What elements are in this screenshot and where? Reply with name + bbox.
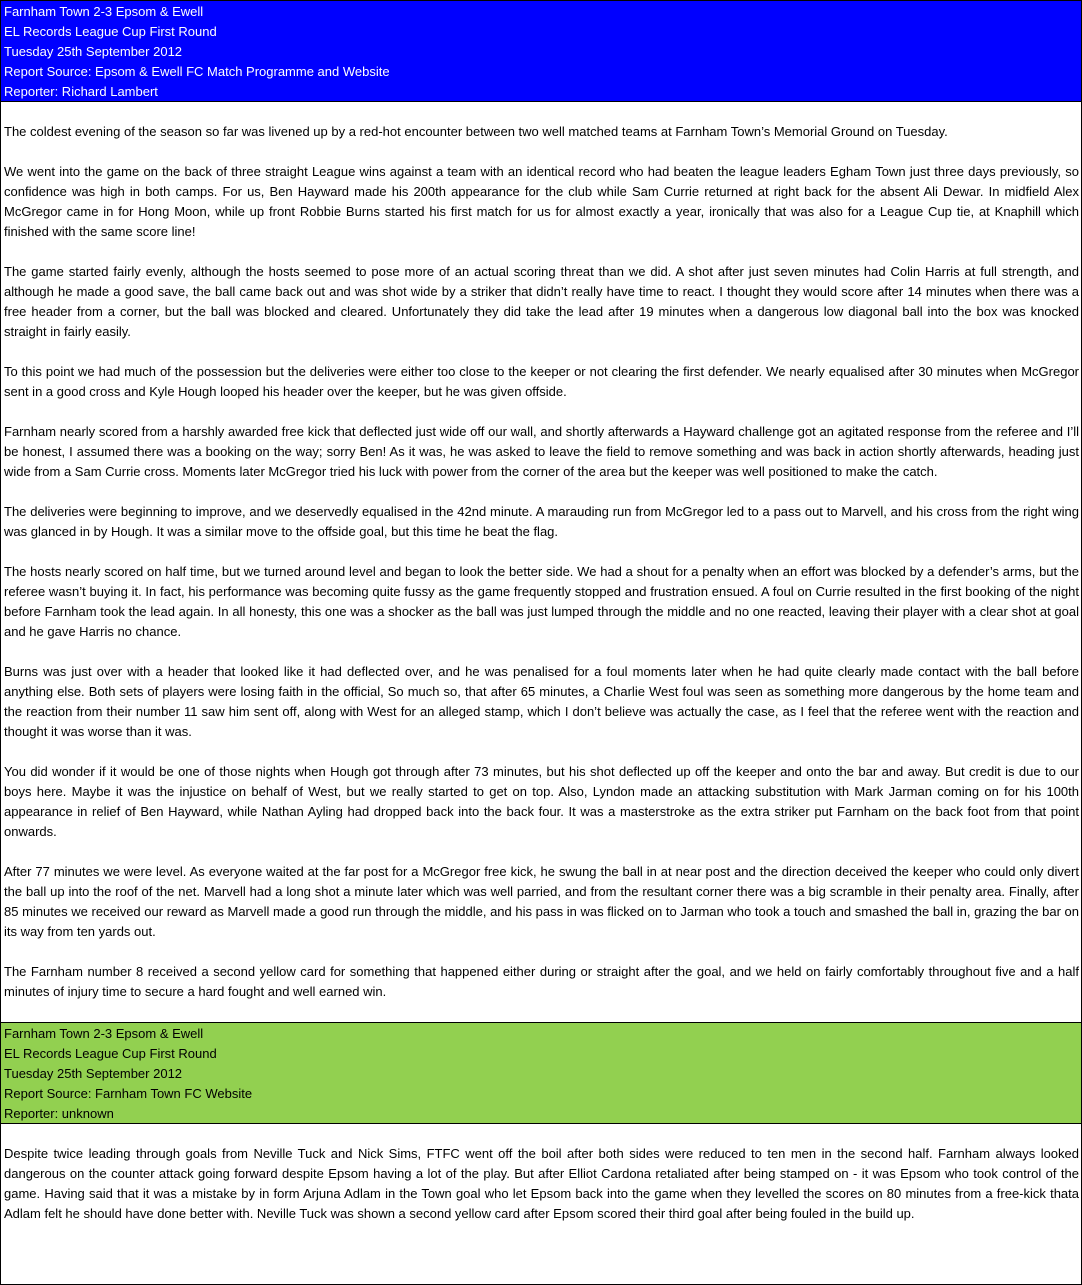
report1-date: Tuesday 25th September 2012: [4, 44, 183, 59]
report1-paragraph: The Farnham number 8 received a second yellow card for something that happened either during or straight after the goal, and we held on fairly comfortably throughout five and a half minutes of injury time to secure a hard fought and well earned win.: [4, 964, 1079, 999]
report1-body: [1, 102, 1081, 1022]
report1-match-title: Farnham Town 2-3 Epsom & Ewell: [4, 4, 204, 19]
report1-paragraph: To this point we had much of the possession but the deliveries were either too close to the keeper or not clearing the first defender. We nearly equalised after 30 minutes when McGregor sent in a good cross and Kyle Hough looped his header over the keeper, but he was given offside.: [4, 364, 1079, 399]
report2-competition: EL Records League Cup First Round: [4, 1046, 217, 1061]
report1-paragraph: Burns was just over with a header that looked like it had deflected over, and he was penalised for a foul moments later when he had quite clearly made contact with the ball before anything else. Both sets of players were losing faith in the official, So much so, that after 65 minutes, a Charlie West foul was seen as something more dangerous by the home team and the reaction from their number 11 saw him sent off, along with West for an alleged stamp, which I don’t believe was actually the case, as I feel that the referee went with the reaction and thought it was worse than it was.: [4, 664, 1079, 739]
report2-match-title: Farnham Town 2-3 Epsom & Ewell: [4, 1026, 204, 1041]
report1-reporter: Reporter: Richard Lambert: [4, 84, 158, 99]
report2-paragraph: Despite twice leading through goals from Neville Tuck and Nick Sims, FTFC went off the boil after both sides were reduced to ten men in the second half. Farnham always looked dangerous on the counter attack going forward despite Epsom having a lot of the play. But after Elliot Cardona retaliated after being stamped on - it was Epsom who took control of the game. Having said that it was a mistake by in form Arjuna Adlam in the Town goal who let Epsom back into the game when they levelled the scores on 80 minutes from a free-kick thata Adlam felt he should have done better with. Neville Tuck was shown a second yellow card after Epsom scored their third goal after being fouled in the build up.: [4, 1146, 1079, 1221]
report2-reporter: Reporter: unknown: [4, 1106, 114, 1121]
report1-paragraph: The hosts nearly scored on half time, but we turned around level and began to look the better side. We had a shout for a penalty when an effort was blocked by a defender’s arms, but the referee wasn’t buying it. In fact, his performance was becoming quite fussy as the game frequently stopped and frustration ensued. A foul on Currie resulted in the first booking of the night before Farnham took the lead again. In all honesty, this one was a shocker as the ball was just lumped through the middle and no one reacted, leaving their player with a clear shot at goal and he gave Harris no chance.: [4, 564, 1079, 639]
report1-paragraph: The game started fairly evenly, although the hosts seemed to pose more of an actual scoring threat than we did. A shot after just seven minutes had Colin Harris at full strength, and although he made a good save, the ball came back out and was shot wide by a striker that didn’t really have time to react. I thought they would score after 14 minutes when there was a free header from a corner, but the ball was blocked and cleared. Unfortunately they did take the lead after 19 minutes when a dangerous low diagonal ball into the box was knocked straight in fairly easily.: [4, 264, 1079, 339]
report1-competition: EL Records League Cup First Round: [4, 24, 217, 39]
report2-header: [1, 1022, 1081, 1124]
report1-paragraph: The deliveries were beginning to improve, and we deservedly equalised in the 42nd minute. A marauding run from McGregor led to a pass out to Marvell, and his cross from the right wing was glanced in by Hough. It was a similar move to the offside goal, but this time he beat the flag.: [4, 504, 1079, 539]
report1-paragraph: We went into the game on the back of three straight League wins against a team with an identical record who had beaten the league leaders Egham Town just three days previously, so confidence was high in both camps. For us, Ben Hayward made his 200th appearance for the club while Sam Currie returned at right back for the absent Ali Dewar. In midfield Alex McGregor came in for Hong Moon, while up front Robbie Burns started his first match for us for almost exactly a year, ironically that was also for a League Cup tie, at Knaphill which finished with the same score line!: [4, 164, 1079, 239]
report1-paragraph: You did wonder if it would be one of those nights when Hough got through after 73 minutes, but his shot deflected up off the keeper and onto the bar and away. But credit is due to our boys here. Maybe it was the injustice on behalf of West, but we really started to get on top. Also, Lyndon made an attacking substitution with Mark Jarman coming on for his 100th appearance in relief of Ben Hayward, while Nathan Ayling had dropped back into the back four. It was a masterstroke as the extra striker put Farnham on the back foot from that point onwards.: [4, 764, 1079, 839]
report1-header: [1, 1, 1081, 102]
report2-source: Report Source: Farnham Town FC Website: [4, 1086, 253, 1101]
report1-paragraph: Farnham nearly scored from a harshly awarded free kick that deflected just wide off our wall, and shortly afterwards a Hayward challenge got an agitated response from the referee and I’ll be honest, I assumed there was a booking on the way; sorry Ben! As it was, he was asked to leave the field to remove something and was back in action shortly afterwards, heading just wide from a Sam Currie cross. Moments later McGregor tried his luck with power from the corner of the area but the keeper was well positioned to make the catch.: [4, 424, 1079, 479]
report1-paragraph: The coldest evening of the season so far was livened up by a red-hot encounter between two well matched teams at Farnham Town’s Memorial Ground on Tuesday.: [4, 124, 948, 139]
report2-body: [1, 1124, 1081, 1224]
report1-paragraph: After 77 minutes we were level. As everyone waited at the far post for a McGregor free kick, he swung the ball in at near post and the direction deceived the keeper who could only divert the ball up into the roof of the net. Marvell had a long shot a minute later which was well parried, and from the resultant corner there was a big scramble in their penalty area. Finally, after 85 minutes we received our reward as Marvell made a good run through the middle, and his pass in was flicked on to Jarman who took a touch and smashed the ball in, grazing the bar on its way from ten yards out.: [4, 864, 1079, 939]
report1-source: Report Source: Epsom & Ewell FC Match Programme and Website: [4, 64, 390, 79]
report2-date: Tuesday 25th September 2012: [4, 1066, 183, 1081]
